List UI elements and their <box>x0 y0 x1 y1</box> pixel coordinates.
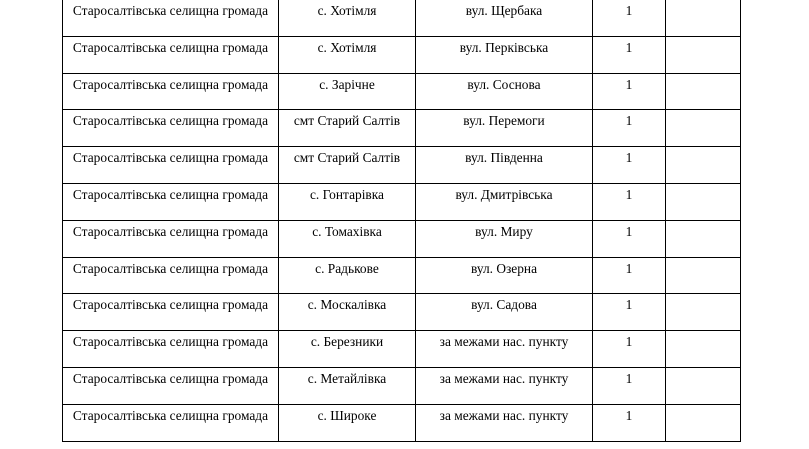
community-cell-text: Старосалтівська селищна громада <box>72 186 269 202</box>
table-row <box>63 147 741 184</box>
street-cell-text: вул. Перківська <box>459 39 549 55</box>
community-cell <box>63 257 279 294</box>
note-cell-text <box>666 37 740 39</box>
settlement-cell <box>279 147 416 184</box>
note-cell <box>666 147 741 184</box>
table-row <box>63 73 741 110</box>
street-cell <box>416 404 593 441</box>
street-cell <box>416 331 593 368</box>
note-cell-text <box>666 74 740 76</box>
table-row <box>63 257 741 294</box>
community-cell <box>63 331 279 368</box>
count-cell <box>593 110 666 147</box>
community-cell <box>63 220 279 257</box>
note-cell <box>666 110 741 147</box>
count-cell-text: 1 <box>625 39 633 55</box>
note-cell <box>666 73 741 110</box>
settlement-cell-text: смт Старий Салтів <box>293 150 401 166</box>
count-cell <box>593 220 666 257</box>
street-cell <box>416 294 593 331</box>
count-cell-text: 1 <box>625 260 633 276</box>
settlement-cell <box>279 36 416 73</box>
street-cell <box>416 257 593 294</box>
community-cell-text: Старосалтівська селищна громада <box>72 223 269 239</box>
count-cell-text: 1 <box>625 3 633 18</box>
community-cell <box>63 73 279 110</box>
settlement-cell <box>279 404 416 441</box>
note-cell-text <box>666 0 740 2</box>
street-cell-text: вул. Дмитрівська <box>455 186 553 202</box>
community-cell <box>63 110 279 147</box>
count-cell <box>593 36 666 73</box>
count-cell-text: 1 <box>625 223 633 239</box>
note-cell-text <box>666 110 740 112</box>
settlement-cell-text: с. Томахівка <box>312 223 382 239</box>
settlement-cell-text: с. Радькове <box>315 260 379 276</box>
count-cell <box>593 257 666 294</box>
table-row <box>63 367 741 404</box>
settlement-cell-text: с. Широке <box>317 407 377 423</box>
note-cell-text <box>666 294 740 296</box>
street-cell-text: вул. Перемоги <box>463 113 545 129</box>
community-cell <box>63 36 279 73</box>
settlement-cell-text: с. Зарічне <box>319 76 375 92</box>
settlement-cell <box>279 183 416 220</box>
settlement-cell <box>279 220 416 257</box>
community-cell <box>63 183 279 220</box>
count-cell <box>593 294 666 331</box>
settlement-cell-text: с. Москалівка <box>307 297 387 313</box>
count-cell <box>593 147 666 184</box>
data-table <box>62 0 741 442</box>
community-cell-text: Старосалтівська селищна громада <box>72 407 269 423</box>
community-cell <box>63 147 279 184</box>
community-cell <box>63 404 279 441</box>
community-cell-text: Старосалтівська селищна громада <box>72 150 269 166</box>
note-cell <box>666 0 741 36</box>
settlement-cell-text: с. Гонтарівка <box>309 186 384 202</box>
street-cell <box>416 147 593 184</box>
street-cell <box>416 73 593 110</box>
street-cell <box>416 110 593 147</box>
settlement-cell <box>279 110 416 147</box>
street-cell <box>416 36 593 73</box>
count-cell <box>593 183 666 220</box>
note-cell <box>666 367 741 404</box>
count-cell-text: 1 <box>625 186 633 202</box>
note-cell <box>666 294 741 331</box>
community-cell-text: Старосалтівська селищна громада <box>72 39 269 55</box>
community-cell-text: Старосалтівська селищна громада <box>72 113 269 129</box>
count-cell <box>593 73 666 110</box>
community-cell-text: Старосалтівська селищна громада <box>72 370 269 386</box>
table-row <box>63 220 741 257</box>
table-row <box>63 0 741 36</box>
street-cell-text: вул. Садова <box>471 297 537 313</box>
settlement-cell-text: с. Метайлівка <box>307 370 387 386</box>
count-cell-text: 1 <box>625 76 633 92</box>
note-cell <box>666 220 741 257</box>
street-cell-text: вул. Миру <box>475 223 533 239</box>
street-cell <box>416 0 593 36</box>
street-cell <box>416 183 593 220</box>
note-cell-text <box>666 147 740 149</box>
table-row <box>63 331 741 368</box>
street-cell-text: вул. Південна <box>465 150 543 166</box>
street-cell-text: за межами нас. пункту <box>439 370 569 386</box>
street-cell-text: за межами нас. пункту <box>439 407 569 423</box>
note-cell <box>666 404 741 441</box>
settlement-cell-text: с. Хотімля <box>317 39 377 55</box>
community-cell-text: Старосалтівська селищна громада <box>72 297 269 313</box>
note-cell-text <box>666 184 740 186</box>
table-row <box>63 110 741 147</box>
community-cell-text: Старосалтівська селищна громада <box>72 3 269 18</box>
community-cell-text: Старосалтівська селищна громада <box>72 260 269 276</box>
note-cell-text <box>666 258 740 260</box>
street-cell <box>416 220 593 257</box>
settlement-cell <box>279 367 416 404</box>
settlement-cell-text: с. Хотімля <box>317 3 377 18</box>
count-cell-text: 1 <box>625 407 633 423</box>
community-cell-text: Старосалтівська селищна громада <box>72 334 269 350</box>
street-cell-text: вул. Щербака <box>465 3 543 18</box>
count-cell <box>593 404 666 441</box>
table-row <box>63 183 741 220</box>
settlement-cell <box>279 257 416 294</box>
count-cell-text: 1 <box>625 334 633 350</box>
settlement-cell-text: с. Березники <box>310 334 384 350</box>
note-cell <box>666 257 741 294</box>
note-cell-text <box>666 368 740 370</box>
count-cell-text: 1 <box>625 370 633 386</box>
count-cell-text: 1 <box>625 297 633 313</box>
table-row <box>63 294 741 331</box>
count-cell-text: 1 <box>625 113 633 129</box>
street-cell-text: вул. Озерна <box>470 260 538 276</box>
note-cell <box>666 183 741 220</box>
table-row <box>63 36 741 73</box>
community-cell <box>63 367 279 404</box>
street-cell <box>416 367 593 404</box>
count-cell-text: 1 <box>625 150 633 166</box>
note-cell <box>666 331 741 368</box>
community-cell-text: Старосалтівська селищна громада <box>72 76 269 92</box>
table-body <box>63 0 741 441</box>
street-cell-text: за межами нас. пункту <box>439 334 569 350</box>
note-cell <box>666 36 741 73</box>
count-cell <box>593 0 666 36</box>
note-cell-text <box>666 221 740 223</box>
settlement-cell <box>279 331 416 368</box>
note-cell-text <box>666 331 740 333</box>
settlement-cell-text: смт Старий Салтів <box>293 113 401 129</box>
note-cell-text <box>666 405 740 407</box>
settlement-cell <box>279 73 416 110</box>
street-cell-text: вул. Соснова <box>467 76 541 92</box>
community-cell <box>63 294 279 331</box>
count-cell <box>593 331 666 368</box>
settlement-cell <box>279 294 416 331</box>
settlement-cell <box>279 0 416 36</box>
community-cell <box>63 0 279 36</box>
count-cell <box>593 367 666 404</box>
table-row <box>63 404 741 441</box>
